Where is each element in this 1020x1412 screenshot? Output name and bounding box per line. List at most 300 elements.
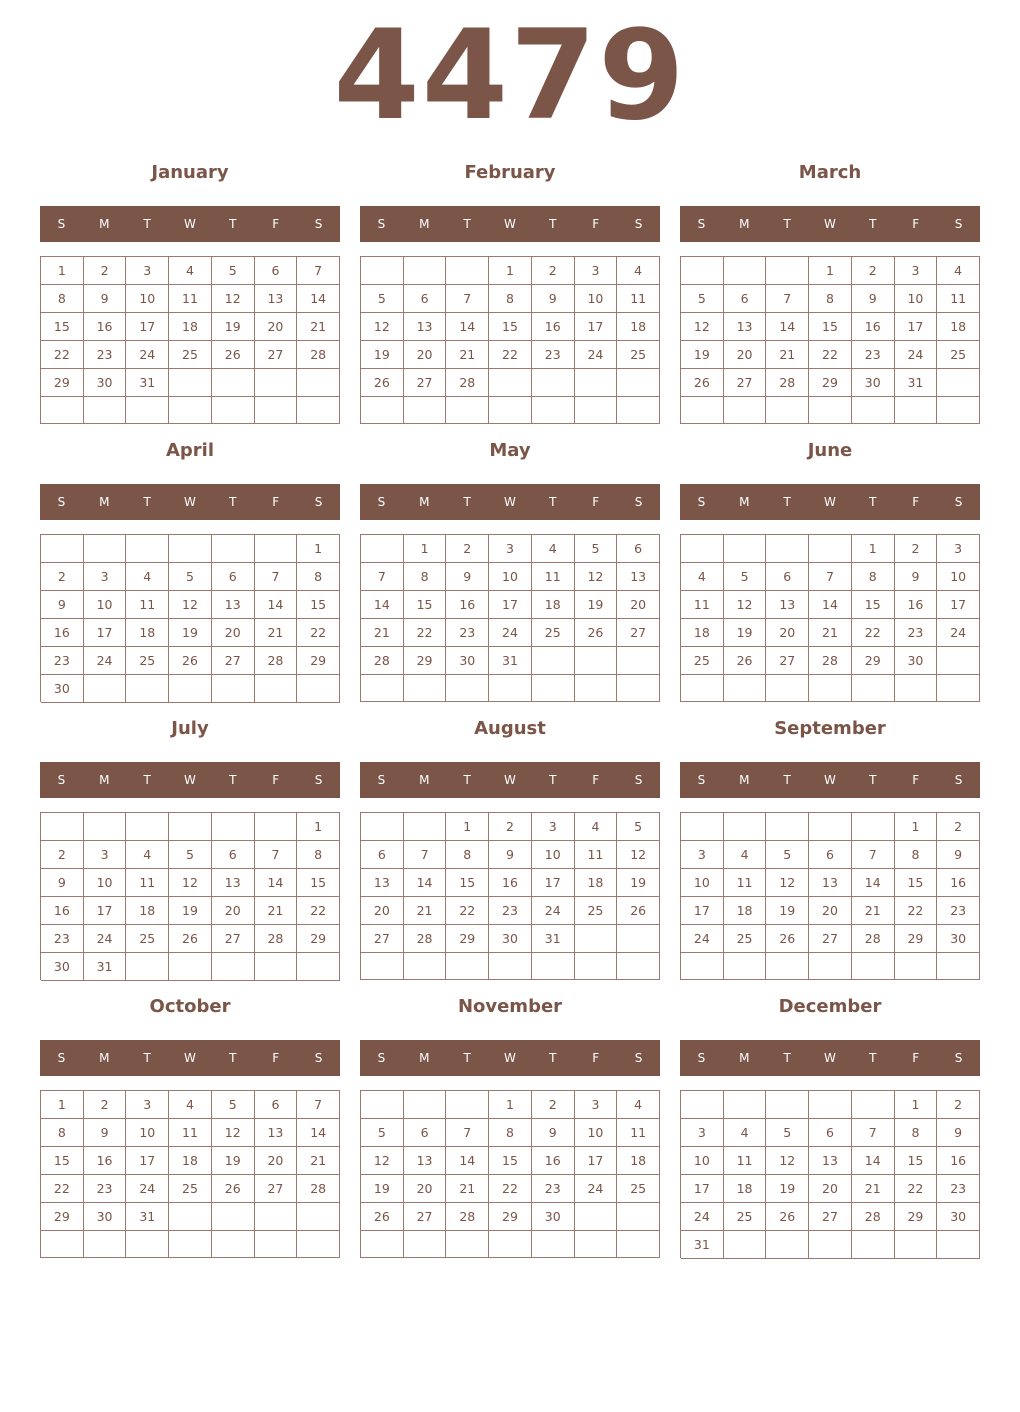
day-cell[interactable]: 17 [681,897,724,925]
day-cell[interactable]: 7 [297,1091,340,1119]
day-cell[interactable]: 20 [404,1175,447,1203]
day-cell[interactable]: 27 [809,1203,852,1231]
day-cell[interactable]: 23 [532,341,575,369]
day-cell[interactable]: 20 [809,897,852,925]
day-cell[interactable]: 17 [84,619,127,647]
day-cell[interactable]: 29 [895,925,938,953]
day-cell[interactable]: 22 [852,619,895,647]
day-cell[interactable]: 7 [361,563,404,591]
day-cell[interactable]: 3 [126,257,169,285]
day-cell[interactable]: 4 [532,535,575,563]
day-cell[interactable]: 12 [766,1147,809,1175]
day-cell[interactable]: 17 [681,1175,724,1203]
day-cell[interactable]: 5 [169,563,212,591]
day-cell[interactable]: 25 [575,897,618,925]
day-cell[interactable]: 5 [724,563,767,591]
day-cell[interactable]: 6 [809,1119,852,1147]
day-cell[interactable]: 23 [532,1175,575,1203]
day-cell[interactable]: 15 [895,1147,938,1175]
day-cell[interactable]: 31 [84,953,127,981]
day-cell[interactable]: 22 [895,897,938,925]
day-cell[interactable]: 10 [532,841,575,869]
day-cell[interactable]: 22 [404,619,447,647]
day-cell[interactable]: 20 [212,619,255,647]
day-cell[interactable]: 27 [404,369,447,397]
day-cell[interactable]: 17 [937,591,980,619]
day-cell[interactable]: 8 [297,841,340,869]
day-cell[interactable]: 28 [361,647,404,675]
day-cell[interactable]: 16 [41,619,84,647]
day-cell[interactable]: 30 [895,647,938,675]
day-cell[interactable]: 26 [681,369,724,397]
day-cell[interactable]: 26 [766,925,809,953]
day-cell[interactable]: 1 [895,1091,938,1119]
day-cell[interactable]: 25 [169,1175,212,1203]
day-cell[interactable]: 20 [724,341,767,369]
day-cell[interactable]: 23 [852,341,895,369]
day-cell[interactable]: 27 [361,925,404,953]
day-cell[interactable]: 28 [852,1203,895,1231]
day-cell[interactable]: 12 [212,1119,255,1147]
day-cell[interactable]: 4 [169,257,212,285]
day-cell[interactable]: 3 [895,257,938,285]
day-cell[interactable]: 14 [852,869,895,897]
day-cell[interactable]: 2 [937,813,980,841]
day-cell[interactable]: 10 [895,285,938,313]
day-cell[interactable]: 23 [489,897,532,925]
day-cell[interactable]: 9 [446,563,489,591]
day-cell[interactable]: 19 [361,1175,404,1203]
day-cell[interactable]: 31 [681,1231,724,1259]
day-cell[interactable]: 4 [937,257,980,285]
day-cell[interactable]: 26 [169,647,212,675]
day-cell[interactable]: 16 [937,1147,980,1175]
day-cell[interactable]: 16 [84,313,127,341]
day-cell[interactable]: 22 [41,341,84,369]
day-cell[interactable]: 11 [169,285,212,313]
day-cell[interactable]: 25 [681,647,724,675]
day-cell[interactable]: 14 [852,1147,895,1175]
day-cell[interactable]: 15 [404,591,447,619]
day-cell[interactable]: 5 [681,285,724,313]
day-cell[interactable]: 6 [809,841,852,869]
day-cell[interactable]: 5 [766,1119,809,1147]
day-cell[interactable]: 24 [532,897,575,925]
day-cell[interactable]: 29 [446,925,489,953]
day-cell[interactable]: 29 [41,369,84,397]
day-cell[interactable]: 6 [361,841,404,869]
day-cell[interactable]: 23 [41,647,84,675]
day-cell[interactable]: 5 [169,841,212,869]
day-cell[interactable]: 20 [809,1175,852,1203]
day-cell[interactable]: 20 [766,619,809,647]
day-cell[interactable]: 28 [297,341,340,369]
day-cell[interactable]: 16 [937,869,980,897]
day-cell[interactable]: 9 [532,1119,575,1147]
day-cell[interactable]: 29 [404,647,447,675]
day-cell[interactable]: 3 [681,841,724,869]
day-cell[interactable]: 1 [404,535,447,563]
day-cell[interactable]: 7 [297,257,340,285]
day-cell[interactable]: 26 [212,1175,255,1203]
day-cell[interactable]: 9 [937,1119,980,1147]
day-cell[interactable]: 12 [212,285,255,313]
day-cell[interactable]: 25 [617,341,660,369]
day-cell[interactable]: 15 [297,591,340,619]
day-cell[interactable]: 1 [297,535,340,563]
day-cell[interactable]: 8 [489,285,532,313]
day-cell[interactable]: 6 [404,1119,447,1147]
day-cell[interactable]: 16 [532,313,575,341]
day-cell[interactable]: 18 [532,591,575,619]
day-cell[interactable]: 9 [489,841,532,869]
day-cell[interactable]: 18 [681,619,724,647]
day-cell[interactable]: 9 [895,563,938,591]
day-cell[interactable]: 13 [404,313,447,341]
day-cell[interactable]: 2 [937,1091,980,1119]
day-cell[interactable]: 18 [724,1175,767,1203]
day-cell[interactable]: 19 [617,869,660,897]
day-cell[interactable]: 6 [255,1091,298,1119]
day-cell[interactable]: 8 [489,1119,532,1147]
day-cell[interactable]: 18 [126,619,169,647]
day-cell[interactable]: 25 [937,341,980,369]
day-cell[interactable]: 9 [84,1119,127,1147]
day-cell[interactable]: 19 [169,897,212,925]
day-cell[interactable]: 18 [575,869,618,897]
day-cell[interactable]: 14 [297,285,340,313]
day-cell[interactable]: 18 [617,1147,660,1175]
day-cell[interactable]: 16 [84,1147,127,1175]
day-cell[interactable]: 3 [575,1091,618,1119]
day-cell[interactable]: 23 [84,341,127,369]
day-cell[interactable]: 27 [255,1175,298,1203]
day-cell[interactable]: 6 [212,841,255,869]
day-cell[interactable]: 7 [446,1119,489,1147]
day-cell[interactable]: 10 [84,591,127,619]
day-cell[interactable]: 21 [297,1147,340,1175]
day-cell[interactable]: 14 [766,313,809,341]
day-cell[interactable]: 30 [532,1203,575,1231]
day-cell[interactable]: 5 [361,1119,404,1147]
day-cell[interactable]: 23 [41,925,84,953]
day-cell[interactable]: 14 [297,1119,340,1147]
day-cell[interactable]: 2 [532,257,575,285]
day-cell[interactable]: 18 [169,1147,212,1175]
day-cell[interactable]: 7 [852,841,895,869]
day-cell[interactable]: 27 [404,1203,447,1231]
day-cell[interactable]: 2 [41,841,84,869]
day-cell[interactable]: 14 [255,591,298,619]
day-cell[interactable]: 2 [489,813,532,841]
day-cell[interactable]: 17 [895,313,938,341]
day-cell[interactable]: 9 [937,841,980,869]
day-cell[interactable]: 16 [41,897,84,925]
day-cell[interactable]: 13 [724,313,767,341]
day-cell[interactable]: 13 [255,285,298,313]
day-cell[interactable]: 24 [126,1175,169,1203]
day-cell[interactable]: 26 [361,369,404,397]
day-cell[interactable]: 24 [126,341,169,369]
day-cell[interactable]: 2 [41,563,84,591]
day-cell[interactable]: 30 [41,953,84,981]
day-cell[interactable]: 31 [895,369,938,397]
day-cell[interactable]: 1 [895,813,938,841]
day-cell[interactable]: 19 [169,619,212,647]
day-cell[interactable]: 24 [575,341,618,369]
day-cell[interactable]: 5 [575,535,618,563]
day-cell[interactable]: 18 [126,897,169,925]
day-cell[interactable]: 4 [724,841,767,869]
day-cell[interactable]: 11 [169,1119,212,1147]
day-cell[interactable]: 2 [532,1091,575,1119]
day-cell[interactable]: 26 [361,1203,404,1231]
day-cell[interactable]: 4 [169,1091,212,1119]
day-cell[interactable]: 12 [169,869,212,897]
day-cell[interactable]: 24 [84,647,127,675]
day-cell[interactable]: 11 [681,591,724,619]
day-cell[interactable]: 19 [575,591,618,619]
day-cell[interactable]: 28 [446,1203,489,1231]
day-cell[interactable]: 13 [212,591,255,619]
day-cell[interactable]: 24 [489,619,532,647]
day-cell[interactable]: 9 [41,869,84,897]
day-cell[interactable]: 17 [575,1147,618,1175]
day-cell[interactable]: 7 [446,285,489,313]
day-cell[interactable]: 1 [489,1091,532,1119]
day-cell[interactable]: 3 [681,1119,724,1147]
day-cell[interactable]: 6 [404,285,447,313]
day-cell[interactable]: 22 [297,619,340,647]
day-cell[interactable]: 25 [126,925,169,953]
day-cell[interactable]: 3 [532,813,575,841]
day-cell[interactable]: 10 [575,1119,618,1147]
day-cell[interactable]: 1 [809,257,852,285]
day-cell[interactable]: 27 [617,619,660,647]
day-cell[interactable]: 28 [809,647,852,675]
day-cell[interactable]: 4 [126,841,169,869]
day-cell[interactable]: 15 [895,869,938,897]
day-cell[interactable]: 14 [404,869,447,897]
day-cell[interactable]: 30 [41,675,84,703]
day-cell[interactable]: 11 [617,285,660,313]
day-cell[interactable]: 22 [809,341,852,369]
day-cell[interactable]: 15 [852,591,895,619]
day-cell[interactable]: 13 [212,869,255,897]
day-cell[interactable]: 3 [126,1091,169,1119]
day-cell[interactable]: 9 [41,591,84,619]
day-cell[interactable]: 12 [724,591,767,619]
day-cell[interactable]: 11 [126,591,169,619]
day-cell[interactable]: 7 [404,841,447,869]
day-cell[interactable]: 10 [84,869,127,897]
day-cell[interactable]: 11 [724,869,767,897]
day-cell[interactable]: 17 [126,1147,169,1175]
day-cell[interactable]: 19 [766,897,809,925]
day-cell[interactable]: 11 [532,563,575,591]
day-cell[interactable]: 28 [255,925,298,953]
day-cell[interactable]: 1 [446,813,489,841]
day-cell[interactable]: 25 [724,925,767,953]
day-cell[interactable]: 5 [617,813,660,841]
day-cell[interactable]: 30 [84,1203,127,1231]
day-cell[interactable]: 19 [361,341,404,369]
day-cell[interactable]: 23 [937,1175,980,1203]
day-cell[interactable]: 11 [575,841,618,869]
day-cell[interactable]: 7 [852,1119,895,1147]
day-cell[interactable]: 25 [169,341,212,369]
day-cell[interactable]: 2 [84,1091,127,1119]
day-cell[interactable]: 7 [809,563,852,591]
day-cell[interactable]: 29 [809,369,852,397]
day-cell[interactable]: 26 [169,925,212,953]
day-cell[interactable]: 8 [404,563,447,591]
day-cell[interactable]: 21 [446,1175,489,1203]
day-cell[interactable]: 13 [766,591,809,619]
day-cell[interactable]: 20 [255,1147,298,1175]
day-cell[interactable]: 24 [681,925,724,953]
day-cell[interactable]: 4 [617,257,660,285]
day-cell[interactable]: 30 [937,1203,980,1231]
day-cell[interactable]: 8 [446,841,489,869]
day-cell[interactable]: 25 [724,1203,767,1231]
day-cell[interactable]: 15 [297,869,340,897]
day-cell[interactable]: 7 [255,563,298,591]
day-cell[interactable]: 29 [489,1203,532,1231]
day-cell[interactable]: 29 [852,647,895,675]
day-cell[interactable]: 13 [809,869,852,897]
day-cell[interactable]: 10 [489,563,532,591]
day-cell[interactable]: 18 [937,313,980,341]
day-cell[interactable]: 5 [212,1091,255,1119]
day-cell[interactable]: 12 [169,591,212,619]
day-cell[interactable]: 13 [361,869,404,897]
day-cell[interactable]: 19 [681,341,724,369]
day-cell[interactable]: 6 [766,563,809,591]
day-cell[interactable]: 15 [809,313,852,341]
day-cell[interactable]: 13 [809,1147,852,1175]
day-cell[interactable]: 26 [575,619,618,647]
day-cell[interactable]: 4 [575,813,618,841]
day-cell[interactable]: 28 [852,925,895,953]
day-cell[interactable]: 11 [724,1147,767,1175]
day-cell[interactable]: 8 [809,285,852,313]
day-cell[interactable]: 15 [41,313,84,341]
day-cell[interactable]: 16 [446,591,489,619]
day-cell[interactable]: 13 [255,1119,298,1147]
day-cell[interactable]: 27 [212,647,255,675]
day-cell[interactable]: 17 [84,897,127,925]
day-cell[interactable]: 27 [212,925,255,953]
day-cell[interactable]: 21 [446,341,489,369]
day-cell[interactable]: 16 [489,869,532,897]
day-cell[interactable]: 4 [617,1091,660,1119]
day-cell[interactable]: 18 [617,313,660,341]
day-cell[interactable]: 21 [852,897,895,925]
day-cell[interactable]: 22 [297,897,340,925]
day-cell[interactable]: 8 [297,563,340,591]
day-cell[interactable]: 11 [937,285,980,313]
day-cell[interactable]: 26 [212,341,255,369]
day-cell[interactable]: 23 [446,619,489,647]
day-cell[interactable]: 30 [84,369,127,397]
day-cell[interactable]: 31 [126,1203,169,1231]
day-cell[interactable]: 18 [724,897,767,925]
day-cell[interactable]: 24 [84,925,127,953]
day-cell[interactable]: 28 [297,1175,340,1203]
day-cell[interactable]: 3 [489,535,532,563]
day-cell[interactable]: 13 [404,1147,447,1175]
day-cell[interactable]: 29 [297,647,340,675]
day-cell[interactable]: 6 [212,563,255,591]
day-cell[interactable]: 8 [895,841,938,869]
day-cell[interactable]: 26 [766,1203,809,1231]
day-cell[interactable]: 15 [489,313,532,341]
day-cell[interactable]: 2 [446,535,489,563]
day-cell[interactable]: 29 [895,1203,938,1231]
day-cell[interactable]: 19 [212,1147,255,1175]
day-cell[interactable]: 10 [937,563,980,591]
day-cell[interactable]: 30 [489,925,532,953]
day-cell[interactable]: 9 [852,285,895,313]
day-cell[interactable]: 5 [766,841,809,869]
day-cell[interactable]: 4 [681,563,724,591]
day-cell[interactable]: 19 [766,1175,809,1203]
day-cell[interactable]: 12 [575,563,618,591]
day-cell[interactable]: 6 [617,535,660,563]
day-cell[interactable]: 31 [126,369,169,397]
day-cell[interactable]: 16 [532,1147,575,1175]
day-cell[interactable]: 23 [937,897,980,925]
day-cell[interactable]: 27 [724,369,767,397]
day-cell[interactable]: 24 [681,1203,724,1231]
day-cell[interactable]: 8 [41,285,84,313]
day-cell[interactable]: 3 [84,841,127,869]
day-cell[interactable]: 22 [489,1175,532,1203]
day-cell[interactable]: 15 [41,1147,84,1175]
day-cell[interactable]: 29 [41,1203,84,1231]
day-cell[interactable]: 12 [361,1147,404,1175]
day-cell[interactable]: 28 [255,647,298,675]
day-cell[interactable]: 23 [84,1175,127,1203]
day-cell[interactable]: 6 [255,257,298,285]
day-cell[interactable]: 28 [446,369,489,397]
day-cell[interactable]: 19 [212,313,255,341]
day-cell[interactable]: 28 [766,369,809,397]
day-cell[interactable]: 1 [489,257,532,285]
day-cell[interactable]: 30 [446,647,489,675]
day-cell[interactable]: 29 [297,925,340,953]
day-cell[interactable]: 1 [41,1091,84,1119]
day-cell[interactable]: 21 [361,619,404,647]
day-cell[interactable]: 31 [489,647,532,675]
day-cell[interactable]: 11 [617,1119,660,1147]
day-cell[interactable]: 4 [724,1119,767,1147]
day-cell[interactable]: 22 [895,1175,938,1203]
day-cell[interactable]: 21 [809,619,852,647]
day-cell[interactable]: 26 [617,897,660,925]
day-cell[interactable]: 21 [297,313,340,341]
day-cell[interactable]: 17 [126,313,169,341]
day-cell[interactable]: 10 [681,869,724,897]
day-cell[interactable]: 17 [532,869,575,897]
day-cell[interactable]: 25 [532,619,575,647]
day-cell[interactable]: 10 [575,285,618,313]
day-cell[interactable]: 17 [575,313,618,341]
day-cell[interactable]: 2 [895,535,938,563]
day-cell[interactable]: 12 [766,869,809,897]
day-cell[interactable]: 8 [852,563,895,591]
